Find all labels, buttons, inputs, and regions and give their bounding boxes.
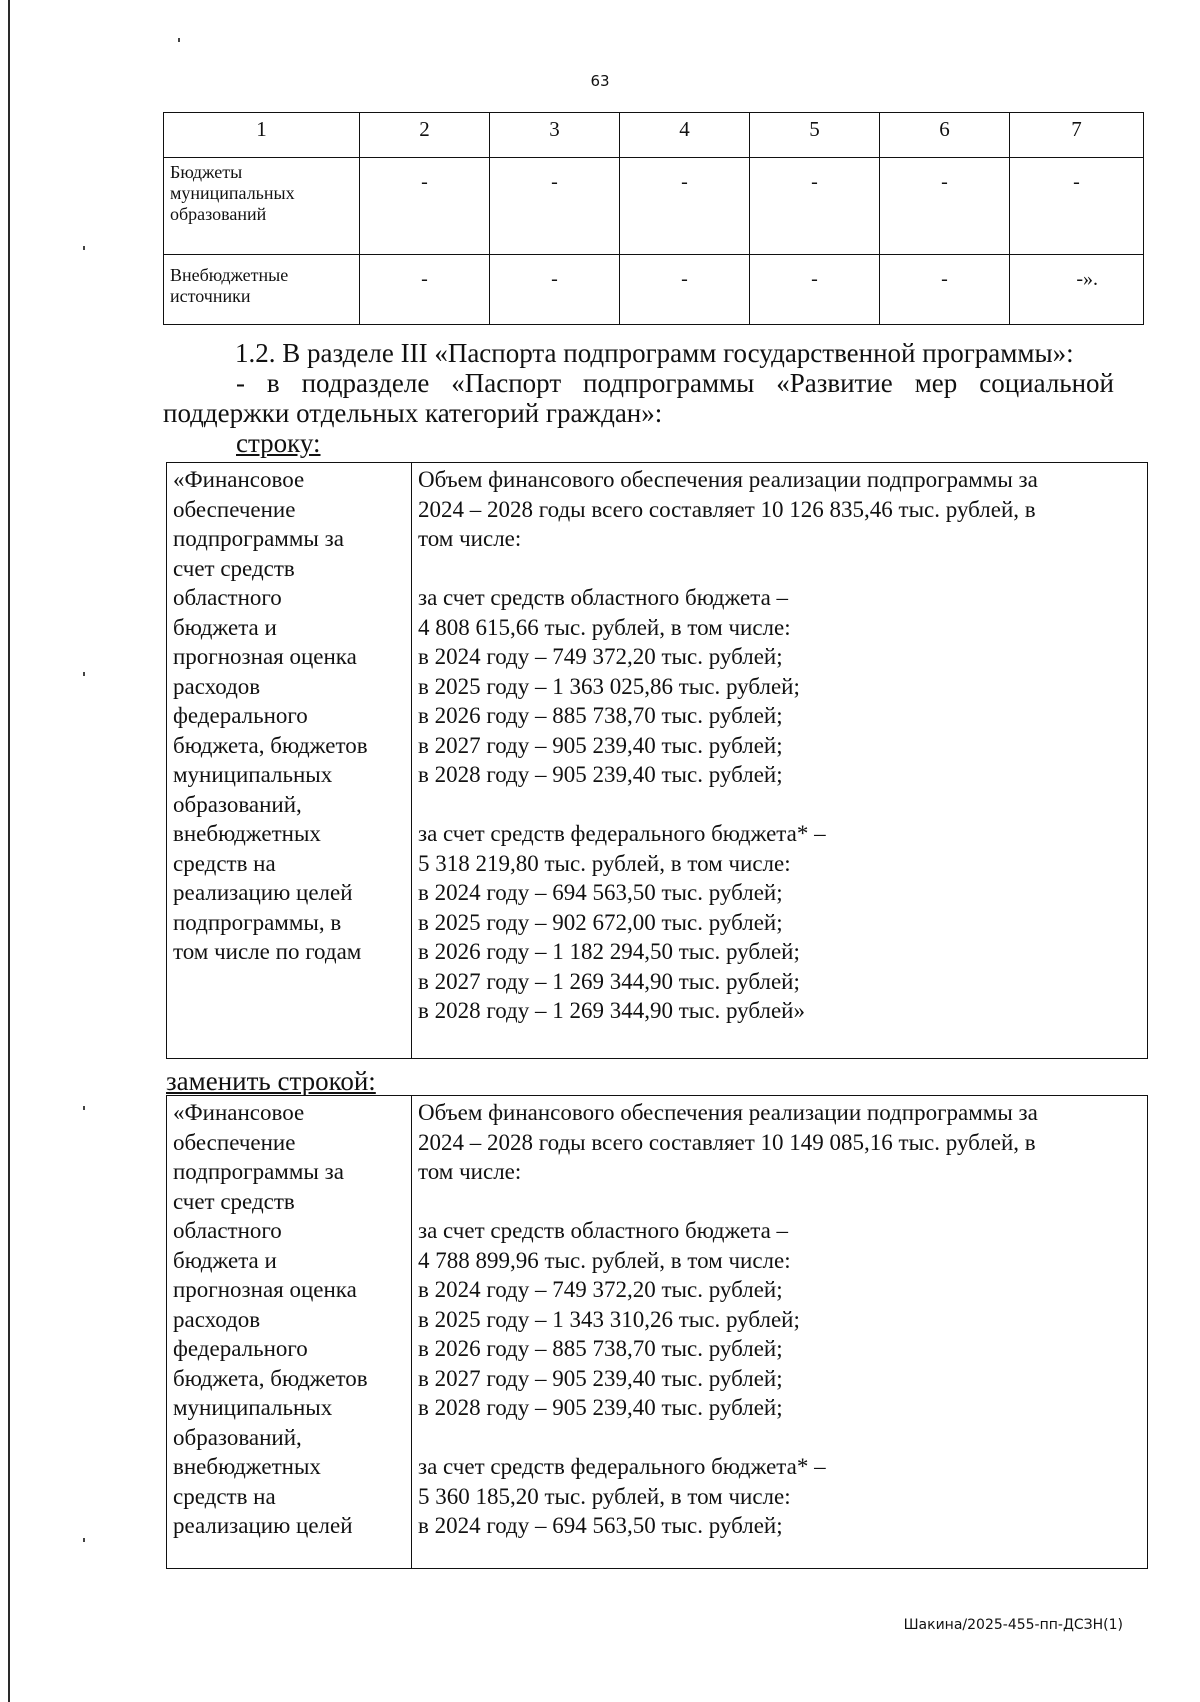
scan-speck xyxy=(83,246,85,250)
text-line: в 2026 году – 885 738,70 тыс. рублей; xyxy=(418,703,783,728)
table-cell: - xyxy=(1010,158,1144,255)
text-line: в 2024 году – 749 372,20 тыс. рублей; xyxy=(418,1277,783,1302)
text-line: 2024 – 2028 годы всего составляет 10 126 835,46 тыс. рублей, в xyxy=(418,496,1036,522)
text-line: «Финансовое xyxy=(173,1100,305,1125)
header-cell: 1 xyxy=(164,113,360,158)
text-line: том числе: xyxy=(418,526,522,551)
text-line: обеспечение xyxy=(173,496,296,522)
text-line: в 2026 году – 1 182 294,50 тыс. рублей; xyxy=(418,939,800,964)
table-cell: - xyxy=(490,255,620,325)
table-cell: - xyxy=(880,158,1010,255)
text-line: в 2024 году – 749 372,20 тыс. рублей; xyxy=(418,644,783,669)
text-line: в 2024 году – 694 563,50 тыс. рублей; xyxy=(418,880,783,905)
text-line: бюджета, бюджетов xyxy=(173,732,368,758)
subsection-paragraph-continued: поддержки отдельных категорий граждан»: xyxy=(163,398,663,428)
text-line: в 2027 году – 1 269 344,90 тыс. рублей; xyxy=(418,968,800,994)
text-line: подпрограммы, в xyxy=(173,909,342,935)
text-line: образований, xyxy=(173,1424,302,1450)
section-paragraph: 1.2. В разделе III «Паспорта подпрограмм государственной программы»: xyxy=(235,338,1074,368)
header-cell: 4 xyxy=(620,113,750,158)
blank-line xyxy=(418,554,1141,584)
header-cell: 2 xyxy=(360,113,490,158)
text-line: 4 788 899,96 тыс. рублей, в том числе: xyxy=(418,1247,791,1273)
text-line: реализацию целей xyxy=(173,1513,353,1538)
table-cell: - xyxy=(620,255,750,325)
text-line: прогнозная оценка xyxy=(173,644,357,669)
text-line: Объем финансового обеспечения реализации подпрограммы за xyxy=(418,1100,1038,1125)
text-line: 4 808 615,66 тыс. рублей, в том числе: xyxy=(418,614,791,640)
text-line: в 2026 году – 885 738,70 тыс. рублей; xyxy=(418,1336,783,1361)
text-line: том числе: xyxy=(418,1159,522,1184)
passport-row-new xyxy=(166,1095,1148,1569)
text-line: 2024 – 2028 годы всего составляет 10 149 085,16 тыс. рублей, в xyxy=(418,1129,1036,1155)
header-cell: 7 xyxy=(1010,113,1144,158)
text-line: бюджета и xyxy=(173,1247,277,1273)
text-line: счет средств xyxy=(173,1188,295,1214)
table-cell: - xyxy=(360,158,490,255)
blank-line xyxy=(418,790,1141,820)
header-cell: 3 xyxy=(490,113,620,158)
text-line: в 2025 году – 902 672,00 тыс. рублей; xyxy=(418,909,783,935)
text-line: подпрограммы за xyxy=(173,526,344,551)
text-line: том числе по годам xyxy=(173,939,362,964)
text-line: муниципальных xyxy=(173,762,333,787)
text-line: за счет средств областного бюджета – xyxy=(418,585,789,610)
text-line: областного xyxy=(173,585,282,610)
text-line: расходов xyxy=(173,1306,261,1332)
page-number: 63 xyxy=(590,72,610,90)
table-cell: - xyxy=(620,158,750,255)
row-content-cell xyxy=(412,1096,1148,1569)
row-label: Внебюджетные источники xyxy=(164,255,360,325)
text-line: в 2025 году – 1 343 310,26 тыс. рублей; xyxy=(418,1306,800,1332)
replace-with-text: заменить строкой: xyxy=(166,1066,376,1096)
text-line: в 2024 году – 694 563,50 тыс. рублей; xyxy=(418,1513,783,1538)
subsection-paragraph: - в подразделе «Паспорт подпрограммы «Развитие мер социальной xyxy=(236,368,1114,398)
passport-row-old xyxy=(166,462,1148,1059)
text-line: реализацию целей xyxy=(173,880,353,905)
text-line: 5 318 219,80 тыс. рублей, в том числе: xyxy=(418,850,791,876)
scan-speck xyxy=(178,38,180,42)
document-reference-footer: Шакина/2025-455-пп-ДСЗН(1) xyxy=(903,1617,1123,1633)
text-line: обеспечение xyxy=(173,1129,296,1155)
text-line: за счет средств федерального бюджета* – xyxy=(418,1454,826,1479)
text-line: в 2028 году – 905 239,40 тыс. рублей; xyxy=(418,1395,783,1420)
text-line: Объем финансового обеспечения реализации подпрограммы за xyxy=(418,467,1038,492)
passport-row xyxy=(167,1096,1148,1569)
scan-speck xyxy=(83,672,85,676)
table-cell: - xyxy=(360,255,490,325)
scan-speck xyxy=(83,1106,85,1110)
text-line: бюджета, бюджетов xyxy=(173,1365,368,1391)
text-line: подпрограммы за xyxy=(173,1159,344,1184)
text-line: за счет средств областного бюджета – xyxy=(418,1218,789,1243)
text-line: в 2028 году – 1 269 344,90 тыс. рублей» xyxy=(418,998,805,1023)
text-line: образований, xyxy=(173,791,302,817)
table-row xyxy=(164,255,1144,325)
text-line: внебюджетных xyxy=(173,821,321,846)
funding-sources-table xyxy=(163,112,1144,325)
table-cell: -». xyxy=(1010,255,1144,325)
line-label-text: строку: xyxy=(236,428,321,458)
table-cell: - xyxy=(750,255,880,325)
replace-line-label xyxy=(236,428,321,458)
text-line: в 2027 году – 905 239,40 тыс. рублей; xyxy=(418,732,783,758)
blank-line xyxy=(418,1187,1141,1217)
replace-with-label xyxy=(166,1066,376,1096)
scan-speck xyxy=(83,1538,85,1542)
text-line: 5 360 185,20 тыс. рублей, в том числе: xyxy=(418,1483,791,1509)
text-line: «Финансовое xyxy=(173,467,305,492)
text-line: прогнозная оценка xyxy=(173,1277,357,1302)
table-header-row xyxy=(164,113,1144,158)
table-cell: - xyxy=(490,158,620,255)
text-line: за счет средств федерального бюджета* – xyxy=(418,821,826,846)
text-line: средств на xyxy=(173,1483,276,1509)
text-line: федерального xyxy=(173,1336,308,1361)
text-line: бюджета и xyxy=(173,614,277,640)
table-row xyxy=(164,158,1144,255)
text-line: расходов xyxy=(173,673,261,699)
row-title-cell xyxy=(167,463,412,1059)
text-line: средств на xyxy=(173,850,276,876)
table-cell: - xyxy=(750,158,880,255)
row-label: Бюджеты муниципальных образований xyxy=(164,158,360,255)
row-content-cell xyxy=(412,463,1148,1059)
row-title-cell xyxy=(167,1096,412,1569)
text-line: счет средств xyxy=(173,555,295,581)
text-line: в 2028 году – 905 239,40 тыс. рублей; xyxy=(418,762,783,787)
text-line: внебюджетных xyxy=(173,1454,321,1479)
scan-edge-line xyxy=(8,0,10,1702)
text-line: федерального xyxy=(173,703,308,728)
blank-line xyxy=(418,1423,1141,1453)
passport-row xyxy=(167,463,1148,1059)
text-line: в 2027 году – 905 239,40 тыс. рублей; xyxy=(418,1365,783,1391)
text-line: областного xyxy=(173,1218,282,1243)
header-cell: 5 xyxy=(750,113,880,158)
header-cell: 6 xyxy=(880,113,1010,158)
text-line: муниципальных xyxy=(173,1395,333,1420)
table-cell: - xyxy=(880,255,1010,325)
text-line: в 2025 году – 1 363 025,86 тыс. рублей; xyxy=(418,673,800,699)
